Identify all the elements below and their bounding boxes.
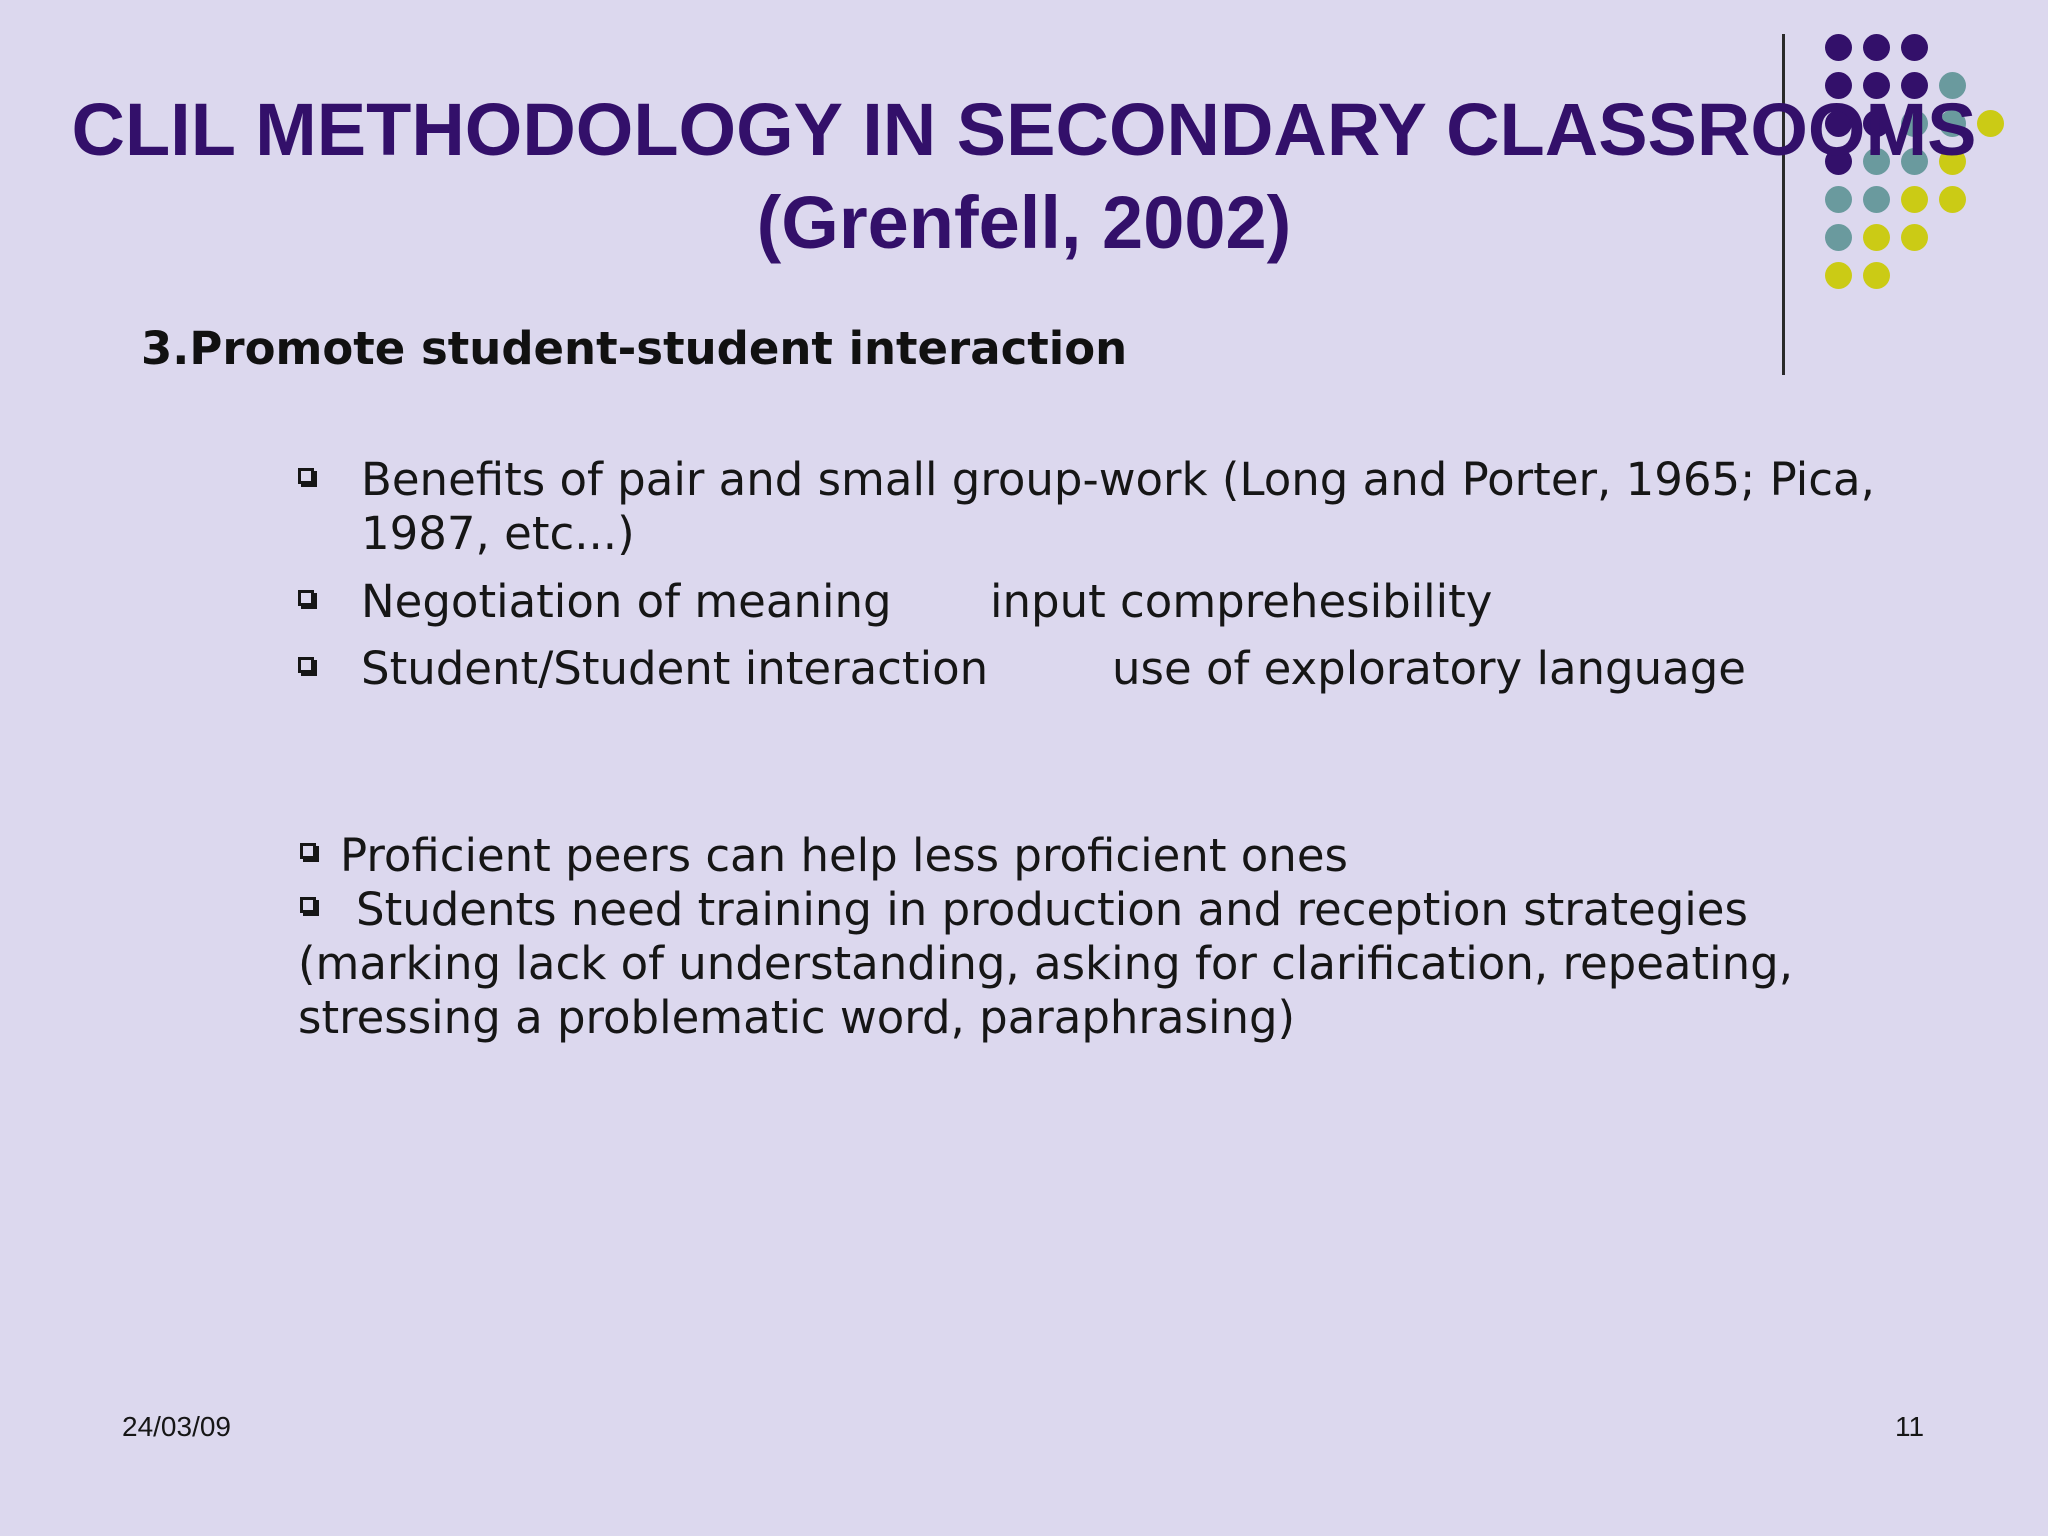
decor-dot (1901, 34, 1928, 61)
bullet-text: Benefits of pair and small group-work (Long and Porter, 1965; Pica, (361, 453, 1875, 506)
slide-title-citation: (Grenfell, 2002) (756, 181, 1292, 264)
bullet-text: Negotiation of meaning (361, 575, 892, 628)
bullet-box-icon (298, 590, 314, 606)
bullet-text: Proficient peers can help less proficient ones (340, 829, 1348, 882)
bullet-text-continuation: 1987, etc...) (361, 507, 635, 560)
section-heading: 3.Promote student-student interaction (141, 322, 1128, 375)
bullet-text-continuation: stressing a problematic word, paraphrasing) (298, 991, 1296, 1044)
bullet-box-icon (300, 897, 316, 913)
bullet-box-icon (300, 843, 316, 859)
bullet-text-result: use of exploratory language (1112, 642, 1746, 695)
slide-title: CLIL METHODOLOGY IN SECONDARY CLASSROOMS (71, 88, 1977, 171)
footer-page-number: 11 (1895, 1411, 1925, 1442)
decor-dot (1825, 34, 1852, 61)
bullet-text-continuation: (marking lack of understanding, asking for clarification, repeating, (298, 937, 1794, 990)
bullet-text-result: input comprehesibility (990, 575, 1493, 628)
footer-date: 24/03/09 (122, 1411, 231, 1442)
decor-dot (1863, 262, 1890, 289)
decor-dot (1863, 34, 1890, 61)
bullet-box-icon (298, 468, 314, 484)
bullet-box-icon (298, 657, 314, 673)
decor-dot (1825, 262, 1852, 289)
bullet-text: Students need training in production and reception strategies (356, 883, 1748, 936)
bullet-text: Student/Student interaction (361, 642, 989, 695)
